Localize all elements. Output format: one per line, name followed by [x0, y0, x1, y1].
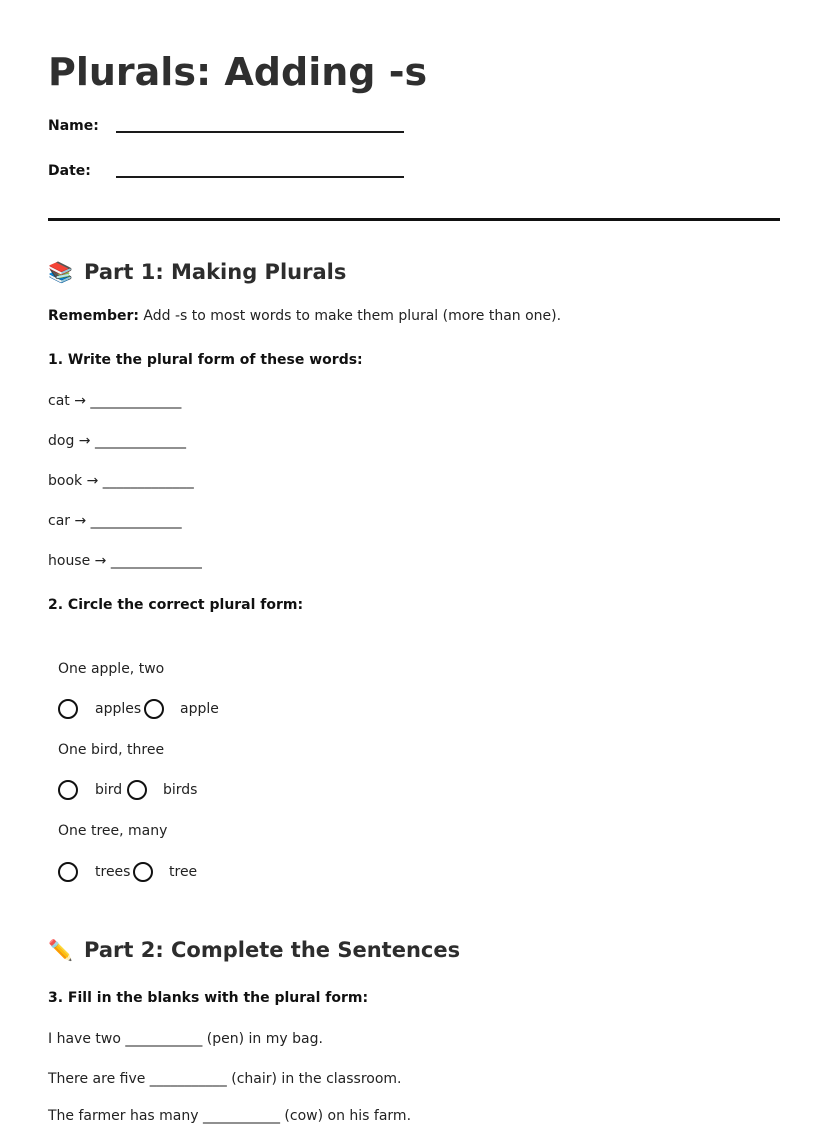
radio-bird[interactable]	[58, 780, 78, 800]
part1-heading	[48, 258, 346, 286]
option-bird: bird	[95, 782, 123, 798]
choice-row-bird	[58, 780, 278, 806]
pencil-icon: ✏️	[48, 938, 73, 962]
question-1: 1. Write the plural form of these words:	[48, 352, 363, 368]
page-title: Plurals: Adding -s	[48, 50, 428, 94]
plural-item-car: car → _____________	[48, 513, 182, 529]
date-field	[48, 162, 408, 186]
choice-prompt-bird: One bird, three	[58, 742, 165, 758]
radio-tree[interactable]	[133, 862, 153, 882]
plural-item-book: book → _____________	[48, 473, 194, 489]
header-divider	[48, 218, 780, 221]
choice-prompt-tree: One tree, many	[58, 823, 168, 839]
plural-item-house: house → _____________	[48, 553, 202, 569]
name-label: Name:	[48, 118, 99, 134]
choice-row-tree	[58, 862, 278, 888]
radio-apple[interactable]	[144, 699, 164, 719]
date-label: Date:	[48, 163, 91, 179]
plural-item-cat: cat → _____________	[48, 393, 182, 409]
radio-apples[interactable]	[58, 699, 78, 719]
choice-prompt-apple: One apple, two	[58, 661, 165, 677]
sentence-chair: There are five ___________ (chair) in the classroom.	[48, 1071, 402, 1087]
question-2: 2. Circle the correct plural form:	[48, 597, 304, 613]
choice-row-apple	[58, 699, 278, 725]
remember-text: Add -s to most words to make them plural (more than one).	[138, 308, 562, 324]
remember-note	[48, 306, 561, 326]
date-blank-line[interactable]	[116, 176, 404, 178]
radio-birds[interactable]	[127, 780, 147, 800]
option-apple: apple	[180, 701, 219, 717]
sentence-pen: I have two ___________ (pen) in my bag.	[48, 1031, 323, 1047]
radio-trees[interactable]	[58, 862, 78, 882]
option-tree: tree	[169, 864, 198, 880]
books-icon: 📚	[48, 260, 73, 284]
name-blank-line[interactable]	[116, 131, 404, 133]
part2-title: Part 2: Complete the Sentences	[84, 938, 461, 962]
option-trees: trees	[95, 864, 131, 880]
name-field	[48, 117, 408, 141]
option-apples: apples	[95, 701, 142, 717]
part1-title: Part 1: Making Plurals	[84, 260, 347, 284]
remember-label: Remember:	[48, 308, 139, 324]
sentence-cow: The farmer has many ___________ (cow) on his farm.	[48, 1108, 412, 1124]
option-birds: birds	[163, 782, 198, 798]
plural-item-dog: dog → _____________	[48, 433, 186, 449]
question-3: 3. Fill in the blanks with the plural form:	[48, 990, 369, 1006]
part2-heading	[48, 936, 460, 964]
